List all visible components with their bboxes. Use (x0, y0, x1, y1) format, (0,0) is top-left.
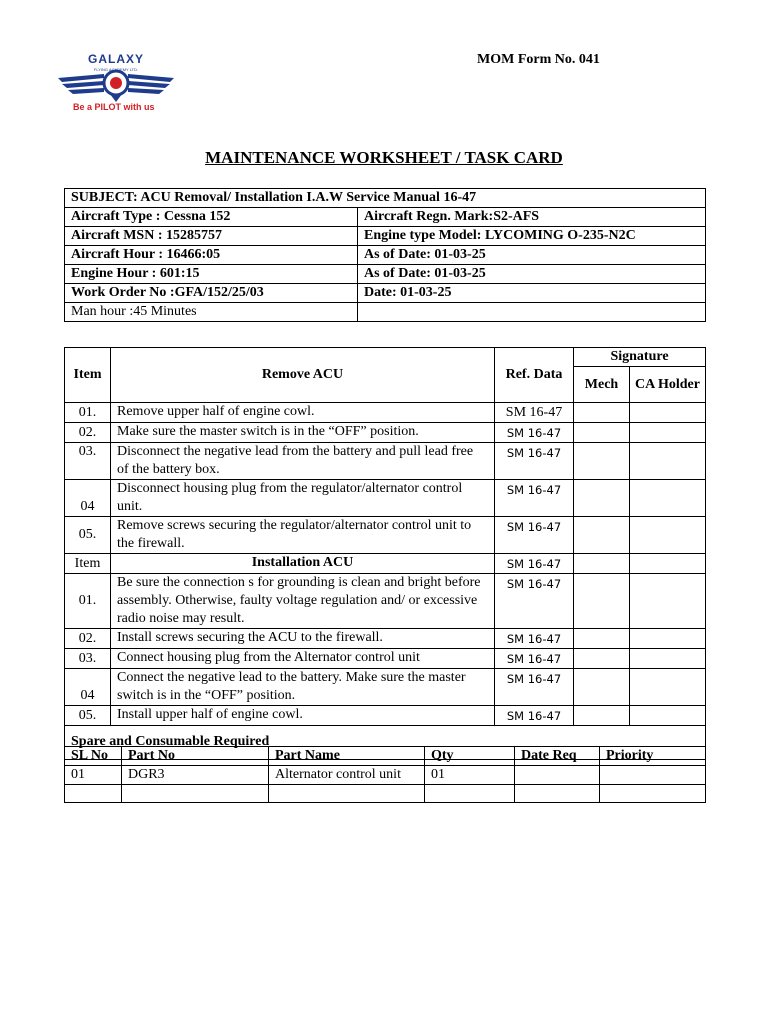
table-row (65, 766, 706, 785)
mech-signature-cell (574, 574, 630, 629)
page-title: MAINTENANCE WORKSHEET / TASK CARD (205, 148, 563, 167)
priority-cell (600, 766, 706, 785)
sl-no-header: SL No (65, 747, 122, 766)
mech-header: Mech (574, 367, 630, 403)
ca-signature-cell (630, 480, 706, 517)
table-row (65, 785, 706, 803)
info-cell: Aircraft MSN : 15285757 (65, 227, 358, 246)
spare-consumable-title: Spare and Consumable Required (65, 726, 706, 760)
ref-data: SM 16-47 (495, 480, 574, 517)
ca-signature-cell (630, 669, 706, 706)
ca-signature-cell (630, 629, 706, 649)
table-row (65, 480, 706, 517)
task-description: Connect the negative lead to the battery. Make sure the master switch is in the “OFF” position. (111, 669, 495, 706)
info-cell: As of Date: 01-03-25 (358, 265, 706, 284)
task-description: Be sure the connection s for grounding is clean and bright before assembly. Otherwise, faulty voltage regulation and/ or excessive radio noise may result. (111, 574, 495, 629)
remove-acu-header: Remove ACU (111, 348, 495, 403)
galaxy-logo (58, 48, 174, 114)
signature-header: Signature (574, 348, 706, 367)
info-cell: Engine type Model: LYCOMING O-235-N2C (358, 227, 706, 246)
spares-table (64, 746, 706, 803)
subject-cell: SUBJECT: ACU Removal/ Installation I.A.W Service Manual 16-47 (65, 189, 706, 208)
mech-signature-cell (574, 669, 630, 706)
mech-signature-cell (574, 480, 630, 517)
mech-signature-cell (574, 554, 630, 574)
installation-acu-header: Installation ACU (111, 554, 495, 574)
qty-header: Qty (425, 747, 515, 766)
ref-data: SM 16-47 (495, 443, 574, 480)
ref-data: SM 16-47 (495, 629, 574, 649)
part-name-cell: Alternator control unit (269, 766, 425, 785)
info-cell: Date: 01-03-25 (358, 284, 706, 303)
ca-signature-cell (630, 706, 706, 726)
item-number: 02. (65, 629, 111, 649)
task-description: Install upper half of engine cowl. (111, 706, 495, 726)
item-header: Item (65, 348, 111, 403)
date-req-cell (515, 785, 600, 803)
table-row (65, 649, 706, 669)
table-row (65, 706, 706, 726)
part-no-cell (122, 785, 269, 803)
ca-signature-cell (630, 423, 706, 443)
info-cell: Aircraft Type : Cessna 152 (65, 208, 358, 227)
ca-holder-header: CA Holder (630, 367, 706, 403)
ref-data: SM 16-47 (495, 669, 574, 706)
task-table (64, 347, 706, 760)
table-row (65, 574, 706, 629)
info-cell (358, 303, 706, 322)
mech-signature-cell (574, 649, 630, 669)
item-number: 03. (65, 649, 111, 669)
date-req-header: Date Req (515, 747, 600, 766)
item-header: Item (65, 554, 111, 574)
svg-text:FLYING ACADEMY LTD.: FLYING ACADEMY LTD. (93, 67, 139, 72)
item-number: 04 (65, 669, 111, 706)
qty-cell: 01 (425, 766, 515, 785)
ref-data: SM 16-47 (495, 649, 574, 669)
ref-data: SM 16-47 (495, 554, 574, 574)
installation-header-row (65, 554, 706, 574)
table-row (65, 629, 706, 649)
item-number: 05. (65, 706, 111, 726)
mech-signature-cell (574, 629, 630, 649)
task-description: Disconnect housing plug from the regulator/alternator control unit. (111, 480, 495, 517)
part-name-cell (269, 785, 425, 803)
info-cell: As of Date: 01-03-25 (358, 246, 706, 265)
priority-cell (600, 785, 706, 803)
mech-signature-cell (574, 403, 630, 423)
item-number: 04 (65, 480, 111, 517)
svg-text:Be a PILOT with us: Be a PILOT with us (73, 102, 155, 112)
info-cell: Aircraft Hour : 16466:05 (65, 246, 358, 265)
mech-signature-cell (574, 443, 630, 480)
info-cell: Work Order No :GFA/152/25/03 (65, 284, 358, 303)
task-description: Remove upper half of engine cowl. (111, 403, 495, 423)
info-cell: Engine Hour : 601:15 (65, 265, 358, 284)
table-row (65, 669, 706, 706)
mech-signature-cell (574, 706, 630, 726)
info-cell: Aircraft Regn. Mark:S2-AFS (358, 208, 706, 227)
aircraft-info-table (64, 188, 706, 322)
ca-signature-cell (630, 649, 706, 669)
item-number: 03. (65, 443, 111, 480)
sl-no-cell: 01 (65, 766, 122, 785)
part-no-cell: DGR3 (122, 766, 269, 785)
ca-signature-cell (630, 403, 706, 423)
ref-data: SM 16-47 (495, 574, 574, 629)
task-description: Make sure the master switch is in the “OFF” position. (111, 423, 495, 443)
task-description: Disconnect the negative lead from the battery and pull lead free of the battery box. (111, 443, 495, 480)
form-number: MOM Form No. 041 (477, 52, 600, 67)
task-description: Install screws securing the ACU to the firewall. (111, 629, 495, 649)
ref-data: SM 16-47 (495, 706, 574, 726)
ca-signature-cell (630, 554, 706, 574)
priority-header: Priority (600, 747, 706, 766)
part-name-header: Part Name (269, 747, 425, 766)
date-req-cell (515, 766, 600, 785)
table-row (65, 443, 706, 480)
ref-data: SM 16-47 (495, 423, 574, 443)
task-description: Remove screws securing the regulator/alternator control unit to the firewall. (111, 517, 495, 554)
table-row (65, 517, 706, 554)
ref-data-header: Ref. Data (495, 348, 574, 403)
ref-data: SM 16-47 (495, 517, 574, 554)
svg-text:GALAXY: GALAXY (87, 52, 145, 66)
ca-signature-cell (630, 517, 706, 554)
info-cell: Man hour :45 Minutes (65, 303, 358, 322)
item-number: 05. (65, 517, 111, 554)
table-row (65, 403, 706, 423)
part-no-header: Part No (122, 747, 269, 766)
mech-signature-cell (574, 423, 630, 443)
ref-data: SM 16-47 (495, 403, 574, 423)
item-number: 02. (65, 423, 111, 443)
item-number: 01. (65, 574, 111, 629)
task-description: Connect housing plug from the Alternator control unit (111, 649, 495, 669)
sl-no-cell (65, 785, 122, 803)
table-row (65, 423, 706, 443)
qty-cell (425, 785, 515, 803)
ca-signature-cell (630, 574, 706, 629)
ca-signature-cell (630, 443, 706, 480)
item-number: 01. (65, 403, 111, 423)
mech-signature-cell (574, 517, 630, 554)
